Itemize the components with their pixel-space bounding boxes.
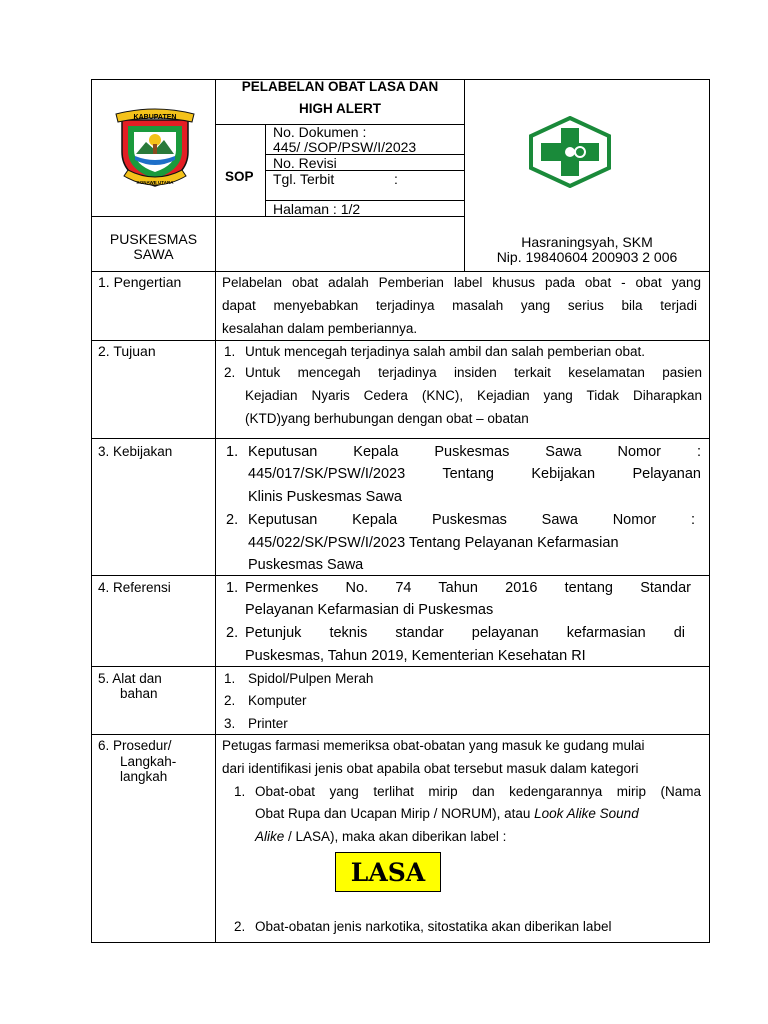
puskesmas-name-line1: PUSKESMAS bbox=[109, 231, 198, 247]
prosedur-item-number: 1. bbox=[234, 784, 246, 799]
regency-logo bbox=[112, 104, 198, 190]
pengertian-line: dapat menyebabkan terjadinya masalah yang serius bila terjadi bbox=[222, 298, 697, 313]
prosedur-item-line-italic: Alike bbox=[255, 829, 285, 844]
prosedur-item-line-italic: Look Alike Sound bbox=[534, 806, 639, 821]
tujuan-item-line: (KTD)yang berhubungan dengan obat – obatan bbox=[245, 411, 529, 426]
prosedur-item-line-normal: Obat Rupa dan Ucapan Mirip / NORUM), atau bbox=[255, 806, 535, 821]
logo-text-bottom: KONAWE UTARA bbox=[136, 180, 174, 185]
alat-item-number: 3. bbox=[224, 716, 236, 731]
tujuan-label: 2. Tujuan bbox=[98, 343, 156, 359]
alat-item-number: 2. bbox=[224, 693, 236, 708]
kebijakan-item-line: Klinis Puskesmas Sawa bbox=[248, 489, 402, 505]
pengertian-label: 1. Pengertian bbox=[98, 274, 182, 290]
sop-label: SOP bbox=[225, 169, 254, 184]
referensi-item-line: Petunjuk teknis standar pelayanan kefarmasian di bbox=[245, 625, 685, 641]
halaman-label: Halaman : 1/2 bbox=[273, 201, 361, 217]
kebijakan-item-line: 445/022/SK/PSW/I/2023 Tentang Pelayanan Kefarmasian bbox=[248, 535, 619, 551]
kemenkes-logo bbox=[527, 116, 613, 188]
alat-item-number: 1. bbox=[224, 671, 236, 686]
lasa-label-box: LASA bbox=[335, 852, 441, 892]
tujuan-item-line: Untuk mencegah terjadinya salah ambil dan salah pemberian obat. bbox=[245, 344, 645, 359]
document-title-line1: PELABELAN OBAT LASA DAN bbox=[241, 79, 439, 94]
kebijakan-item-line: Puskesmas Sawa bbox=[248, 557, 364, 573]
prosedur-item-number: 2. bbox=[234, 919, 246, 934]
kebijakan-item-number: 1. bbox=[226, 444, 239, 460]
pengertian-line: kesalahan dalam pemberiannya. bbox=[222, 321, 418, 336]
prosedur-intro-line: Petugas farmasi memeriksa obat-obatan yang masuk ke gudang mulai bbox=[222, 738, 645, 753]
document-title-line2: HIGH ALERT bbox=[299, 101, 381, 116]
kebijakan-item-number: 2. bbox=[226, 512, 239, 528]
referensi-label: 4. Referensi bbox=[98, 580, 171, 595]
kebijakan-item-line: Keputusan Kepala Puskesmas Sawa Nomor : bbox=[248, 512, 695, 528]
prosedur-intro-line: dari identifikasi jenis obat apabila obat tersebut masuk dalam kategori bbox=[222, 761, 639, 776]
kebijakan-item-line: Keputusan Kepala Puskesmas Sawa Nomor : bbox=[248, 444, 701, 460]
prosedur-label-line3: langkah bbox=[120, 769, 168, 784]
prosedur-item-line bbox=[255, 806, 639, 822]
tujuan-item-line: Untuk mencegah terjadinya insiden terkait keselamatan pasien bbox=[245, 365, 702, 380]
referensi-item-number: 2. bbox=[226, 625, 239, 641]
no-revisi-label: No. Revisi bbox=[273, 155, 337, 171]
prosedur-item-line: Obat-obatan jenis narkotika, sitostatika akan diberikan label bbox=[255, 919, 612, 934]
head-nip: Nip. 19840604 200903 2 006 bbox=[496, 249, 678, 265]
logo-text-top: KABUPATEN bbox=[133, 114, 177, 121]
alat-item-text: Printer bbox=[248, 716, 288, 731]
kebijakan-item-line: 445/017/SK/PSW/I/2023 Tentang Kebijakan Pelayanan bbox=[248, 466, 701, 482]
tujuan-item-number: 1. bbox=[224, 344, 236, 359]
referensi-item-number: 1. bbox=[226, 580, 239, 596]
alat-item-text: Komputer bbox=[248, 693, 307, 708]
prosedur-item-line-normal: / LASA), maka akan diberikan label : bbox=[284, 829, 507, 844]
referensi-item-line: Puskesmas, Tahun 2019, Kementerian Kesehatan RI bbox=[245, 648, 586, 664]
tujuan-item-line: Kejadian Nyaris Cedera (KNC), Kejadian yang Tidak Diharapkan bbox=[245, 388, 702, 403]
alat-item-text: Spidol/Pulpen Merah bbox=[248, 671, 374, 686]
prosedur-label-line2: Langkah- bbox=[120, 754, 177, 769]
prosedur-label-line1: 6. Prosedur/ bbox=[98, 738, 172, 753]
head-name: Hasraningsyah, SKM bbox=[521, 234, 653, 250]
referensi-item-line: Permenkes No. 74 Tahun 2016 tentang Standar bbox=[245, 580, 691, 596]
prosedur-item-line bbox=[255, 829, 506, 845]
tujuan-item-number: 2. bbox=[224, 365, 236, 380]
alat-label-line2: bahan bbox=[120, 686, 158, 701]
puskesmas-name-line2: SAWA bbox=[133, 246, 174, 262]
no-dokumen-value: 445/ /SOP/PSW/I/2023 bbox=[273, 139, 417, 155]
pengertian-line: Pelabelan obat adalah Pemberian label khusus pada obat - obat yang bbox=[222, 275, 701, 290]
prosedur-item-line: Obat-obat yang terlihat mirip dan kedengarannya mirip (Nama bbox=[255, 784, 701, 799]
tgl-terbit-colon: : bbox=[394, 171, 398, 187]
alat-label-line1: 5. Alat dan bbox=[98, 671, 162, 686]
kebijakan-label: 3. Kebijakan bbox=[98, 444, 173, 459]
referensi-item-line: Pelayanan Kefarmasian di Puskesmas bbox=[245, 602, 494, 618]
tgl-terbit-label: Tgl. Terbit bbox=[273, 171, 335, 187]
no-dokumen-label: No. Dokumen : bbox=[273, 124, 367, 140]
